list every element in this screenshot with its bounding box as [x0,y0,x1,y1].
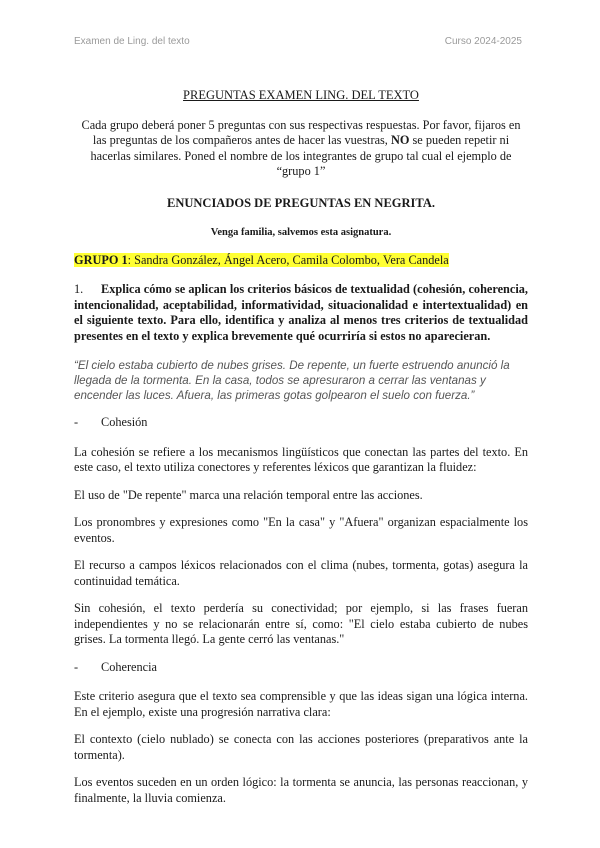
subheading: ENUNCIADOS DE PREGUNTAS EN NEGRITA. [167,195,435,210]
coherencia-paragraph: El contexto (cielo nublado) se conecta con las acciones posteriores (preparativos ante la tormenta). [74,732,528,762]
intro-text-before: Cada grupo deberá poner 5 preguntas con sus respectivas respuestas. Por favor, fijaros en las preguntas de los compañeros antes de hacer las vuestras, [81,117,521,147]
section-heading-label: Coherencia [101,659,157,674]
coherencia-paragraph: Este criterio asegura que el texto sea comprensible y que las ideas sigan una lógica interna. En el ejemplo, existe una progresión narrativa clara: [74,689,528,719]
question-text: Explica cómo se aplican los criterios básicos de textualidad (cohesión, coherencia, intencionalidad, aceptabilidad, informatividad, situacionalidad e intertextualidad) en el siguiente texto. Para ello, identifica y analiza al menos tres criterios de textualidad presentes en el texto y explica brevemente qué ocurriría si estos no aparecieran. [74,282,528,343]
cohesion-paragraph: El recurso a campos léxicos relacionados con el clima (nubes, tormenta, gotas) asegura la continuidad temática. [74,558,528,588]
section-heading-cohesion [74,415,528,431]
group-label: GRUPO 1 [74,252,128,267]
section-heading-label: Cohesión [101,415,148,429]
header-academic-year: Curso 2024-2025 [444,36,522,47]
bullet-dash: - [74,659,79,674]
question-number: 1. [74,282,84,296]
group-highlight [74,253,449,267]
example-quote: “El cielo estaba cubierto de nubes grises. De repente, un fuerte estruendo anunció la llegada de la tormenta. En la casa, todos se apresuraron a cerrar las ventanas y encender las luces. Afuera, las primeras gotas golpearon el suelo con fuerza.” [74,359,510,402]
cohesion-paragraph: Los pronombres y expresiones como "En la casa" y "Afuera" organizan espacialmente los eventos. [74,515,528,545]
intro-text-after: se pueden repetir ni hacerlas similares. Poned el nombre de los integrantes de grupo tal cual el ejemplo de “grupo 1” [90,133,512,178]
bullet-dash: - [74,415,79,429]
group-members: : Sandra González, Ángel Acero, Camila Colombo, Vera Candela [127,252,449,267]
page-title: PREGUNTAS EXAMEN LING. DEL TEXTO [183,88,419,102]
question-1 [74,282,528,344]
subheading-motto: Venga familia, salvemos esta asignatura. [210,227,392,238]
intro-bold-no: NO [390,133,410,147]
cohesion-paragraph: Sin cohesión, el texto perdería su conectividad; por ejemplo, si las frases fueran independientes y no se relacionarán entre sí, como: "El cielo estaba cubierto de nubes grises. La tormenta llegó. La gente cerró las ventanas." [74,601,528,646]
group-line [74,253,528,269]
coherencia-paragraph: Los eventos suceden en un orden lógico: la tormenta se anuncia, las personas reaccionan, y finalmente, la lluvia comienza. [74,775,528,805]
intro-paragraph [74,118,528,180]
cohesion-paragraph: El uso de "De repente" marca una relación temporal entre las acciones. [74,487,423,502]
document-body [74,88,528,818]
header-course-name: Examen de Ling. del texto [74,36,190,47]
section-heading-coherencia [74,660,528,676]
cohesion-paragraph: La cohesión se refiere a los mecanismos lingüísticos que conectan las partes del texto. En este caso, el texto utiliza conectores y referentes léxicos que garantizan la fluidez: [74,444,528,474]
